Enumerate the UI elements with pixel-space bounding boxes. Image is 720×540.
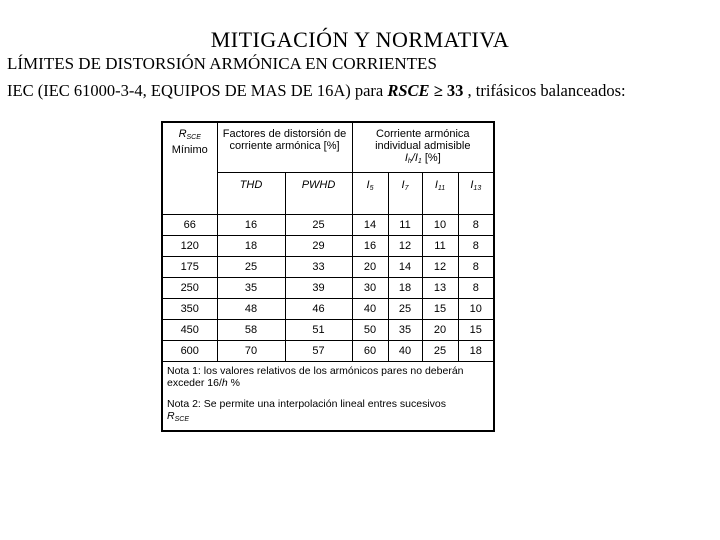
cell-i11: 15 bbox=[422, 299, 458, 320]
table-notes bbox=[162, 362, 494, 432]
cell-i13: 10 bbox=[458, 299, 494, 320]
cell-i13: 8 bbox=[458, 215, 494, 236]
subheader-i5: $I_5$ bbox=[352, 173, 388, 215]
table-notes-row bbox=[162, 362, 494, 432]
cell-i11: 25 bbox=[422, 341, 458, 362]
subheader-i11: $I_{11}$ bbox=[422, 173, 458, 215]
cell-pwhd: 25 bbox=[285, 215, 352, 236]
header-rsce-min bbox=[162, 122, 217, 215]
standard-ratio: ≥ 33 bbox=[429, 81, 464, 100]
cell-i5: 60 bbox=[352, 341, 388, 362]
cell-i5: 50 bbox=[352, 320, 388, 341]
header-distortion-factors: Factores de distorsión de corriente armónica [%] bbox=[217, 122, 352, 173]
cell-rsce: 350 bbox=[162, 299, 217, 320]
cell-i5: 14 bbox=[352, 215, 388, 236]
cell-thd: 18 bbox=[217, 236, 285, 257]
cell-pwhd: 57 bbox=[285, 341, 352, 362]
subheader-thd: THD bbox=[217, 173, 285, 215]
cell-i7: 11 bbox=[388, 215, 422, 236]
cell-pwhd: 39 bbox=[285, 278, 352, 299]
table-row bbox=[162, 341, 494, 362]
cell-i7: 14 bbox=[388, 257, 422, 278]
table-row bbox=[162, 278, 494, 299]
cell-thd: 25 bbox=[217, 257, 285, 278]
standard-suffix: , trifásicos balanceados: bbox=[463, 81, 626, 100]
cell-rsce: 175 bbox=[162, 257, 217, 278]
cell-i7: 35 bbox=[388, 320, 422, 341]
rsce-min-label: Mínimo bbox=[171, 144, 208, 156]
standard-rsce: RSCE bbox=[387, 81, 430, 100]
cell-i11: 20 bbox=[422, 320, 458, 341]
table-row bbox=[162, 236, 494, 257]
individual-ratio: $I_h/I_1$ [%] bbox=[404, 152, 441, 165]
cell-i5: 16 bbox=[352, 236, 388, 257]
page-subtitle: LÍMITES DE DISTORSIÓN ARMÓNICA EN CORRIENTES bbox=[7, 54, 437, 73]
cell-i5: 30 bbox=[352, 278, 388, 299]
cell-i13: 18 bbox=[458, 341, 494, 362]
page-title: MITIGACIÓN Y NORMATIVA bbox=[210, 27, 510, 52]
cell-i13: 8 bbox=[458, 257, 494, 278]
cell-i13: 8 bbox=[458, 278, 494, 299]
table-header-row bbox=[162, 122, 494, 173]
cell-pwhd: 51 bbox=[285, 320, 352, 341]
cell-i13: 8 bbox=[458, 236, 494, 257]
cell-thd: 16 bbox=[217, 215, 285, 236]
cell-thd: 58 bbox=[217, 320, 285, 341]
cell-rsce: 66 bbox=[162, 215, 217, 236]
cell-thd: 70 bbox=[217, 341, 285, 362]
cell-i11: 13 bbox=[422, 278, 458, 299]
cell-i7: 40 bbox=[388, 341, 422, 362]
table-row bbox=[162, 320, 494, 341]
cell-i7: 12 bbox=[388, 236, 422, 257]
table-body bbox=[162, 215, 494, 362]
individual-current-label: Corriente armónica individual admisible bbox=[375, 128, 471, 152]
subheader-i7: $I_7$ bbox=[388, 173, 422, 215]
cell-rsce: 120 bbox=[162, 236, 217, 257]
cell-i7: 25 bbox=[388, 299, 422, 320]
cell-thd: 35 bbox=[217, 278, 285, 299]
cell-i7: 18 bbox=[388, 278, 422, 299]
header-individual-current bbox=[352, 122, 494, 173]
cell-i13: 15 bbox=[458, 320, 494, 341]
table-row bbox=[162, 299, 494, 320]
cell-i11: 11 bbox=[422, 236, 458, 257]
cell-i11: 10 bbox=[422, 215, 458, 236]
standard-description bbox=[7, 81, 626, 101]
cell-i11: 12 bbox=[422, 257, 458, 278]
table-row bbox=[162, 215, 494, 236]
cell-pwhd: 33 bbox=[285, 257, 352, 278]
cell-rsce: 600 bbox=[162, 341, 217, 362]
cell-rsce: 250 bbox=[162, 278, 217, 299]
cell-pwhd: 46 bbox=[285, 299, 352, 320]
cell-i5: 20 bbox=[352, 257, 388, 278]
standard-prefix: IEC (IEC 61000-3-4, EQUIPOS DE MAS DE 16A) para bbox=[7, 81, 388, 100]
rsce-symbol: $R_{SCE}$ bbox=[178, 128, 201, 141]
table-row bbox=[162, 257, 494, 278]
cell-i5: 40 bbox=[352, 299, 388, 320]
cell-pwhd: 29 bbox=[285, 236, 352, 257]
subheader-i13: $I_{13}$ bbox=[458, 173, 494, 215]
note-1: Nota 1: los valores relativos de los armónicos pares no deberán exceder 16/h % bbox=[167, 365, 464, 389]
cell-rsce: 450 bbox=[162, 320, 217, 341]
cell-thd: 48 bbox=[217, 299, 285, 320]
subheader-pwhd: PWHD bbox=[285, 173, 352, 215]
note-2: Nota 2: Se permite una interpolación lineal entres sucesivos $R_{SCE}$ bbox=[167, 398, 446, 423]
harmonic-limits-table bbox=[161, 121, 495, 432]
